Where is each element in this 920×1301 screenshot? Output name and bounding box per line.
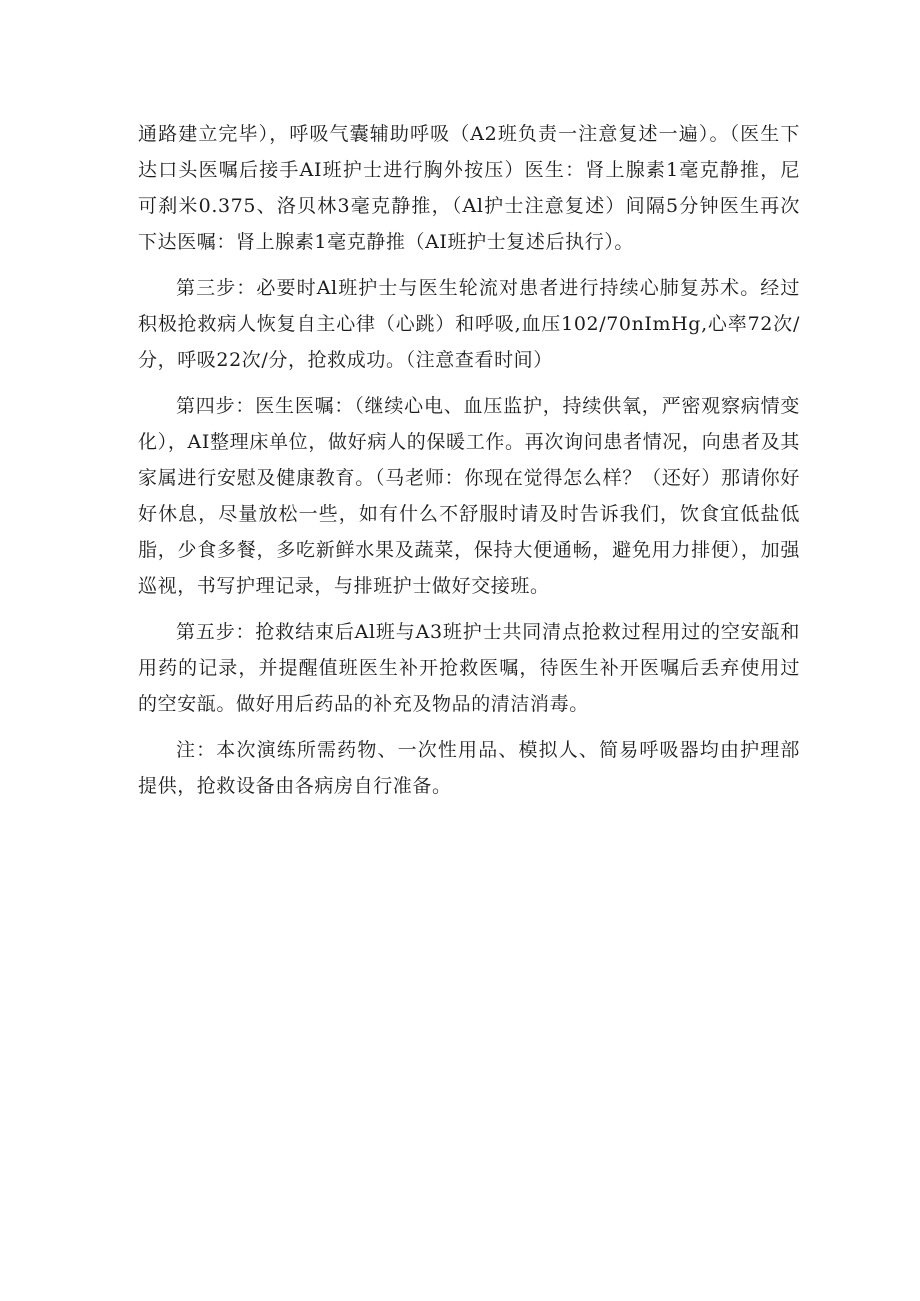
paragraph-step-three: 第三步：必要时Al班护士与医生轮流对患者进行持续心肺复苏术。经过积极抢救病人恢复自主心律（心跳）和呼吸,血压102/70nImHg,心率72次/分，呼吸22次/分，抢救成功。（注意查看时间） — [138, 277, 800, 371]
paragraph-step-five: 第五步：抢救结束后Al班与A3班护士共同清点抢救过程用过的空安瓿和用药的记录，并提醒值班医生补开抢救医嘱，待医生补开医嘱后丢弃使用过的空安瓿。做好用后药品的补充及物品的清洁消毒。 — [138, 621, 800, 715]
document-body — [138, 116, 800, 814]
paragraph-note: 注：本次演练所需药物、一次性用品、模拟人、简易呼吸器均由护理部提供，抢救设备由各病房自行准备。 — [138, 739, 800, 797]
paragraph-continuation: 通路建立完毕），呼吸气囊辅助呼吸（A2班负责一注意复述一遍）。（医生下达口头医嘱后接手AI班护士进行胸外按压）医生：肾上腺素1毫克静推，尼可刹米0.375、洛贝林3毫克静推，（Al护士注意复述）间隔5分钟医生再次下达医嘱：肾上腺素1毫克静推（AI班护士复述后执行）。 — [138, 123, 800, 253]
paragraph-step-four: 第四步：医生医嘱：（继续心电、血压监护，持续供氧，严密观察病情变化），AI整理床单位，做好病人的保暖工作。再次询问患者情况，向患者及其家属进行安慰及健康教育。（马老师：你现在觉得怎么样？（还好）那请你好好休息，尽量放松一些，如有什么不舒服时请及时告诉我们，饮食宜低盐低脂，少食多餐，多吃新鲜水果及蔬菜，保持大便通畅，避免用力排便），加强巡视，书写护理记录，与排班护士做好交接班。 — [138, 395, 800, 597]
